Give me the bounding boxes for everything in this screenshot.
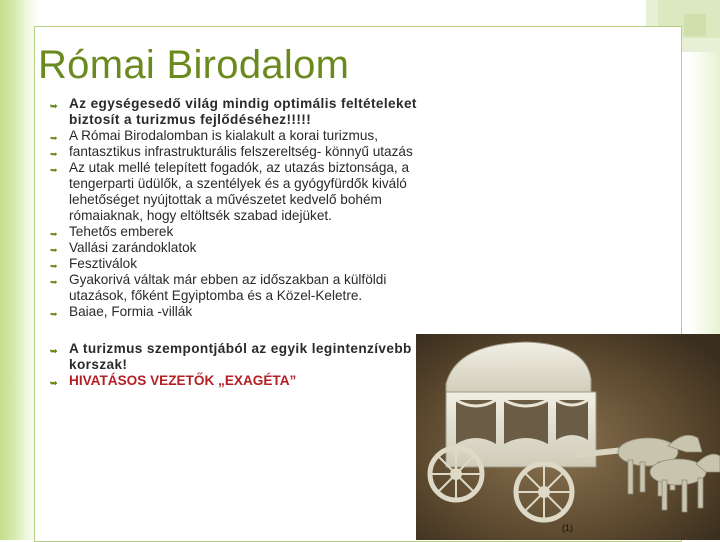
arrow-bullet-icon: ➥ xyxy=(50,133,58,143)
arrow-bullet-icon: ➥ xyxy=(50,261,58,271)
arrow-bullet-icon: ➥ xyxy=(50,229,58,239)
carriage-model-photo xyxy=(416,334,720,540)
bullet-item: ➥ A Római Birodalomban is kialakult a korai turizmus, xyxy=(50,128,420,144)
bullet-list xyxy=(50,96,420,389)
bullet-item: ➥ A turizmus szempontjából az egyik legintenzívebb korszak! xyxy=(50,341,412,372)
bullet-gap xyxy=(50,320,420,341)
bullet-item: ➥ Baiae, Formia -villák xyxy=(50,304,420,320)
photo-caption: (1) xyxy=(562,523,573,533)
arrow-bullet-icon: ➥ xyxy=(50,165,58,175)
arrow-bullet-icon: ➥ xyxy=(50,346,58,356)
bullet-item: ➥ fantasztikus infrastrukturális felszereltség- könnyű utazás xyxy=(50,144,420,160)
bullet-item: ➥ Az egységesedő világ mindig optimális feltételeket biztosít a turizmus fejlődéséhez!!!!! xyxy=(50,96,417,127)
bullet-item: ➥ Az utak mellé telepített fogadók, az utazás biztonsága, a tengerparti üdülők, a szentélyek és a gyógyfürdők kiváló lehetőséget nyújtottak a művészetet kedvelő bohém rómaiaknak, hogy eltöltsék szabad idejüket. xyxy=(50,160,410,223)
arrow-bullet-icon: ➥ xyxy=(50,309,58,319)
arrow-bullet-icon: ➥ xyxy=(50,149,58,159)
arrow-bullet-icon: ➥ xyxy=(50,378,58,388)
bullet-item: ➥ Tehetős emberek xyxy=(50,224,420,240)
bullet-item: ➥ HIVATÁSOS VEZETŐK „EXAGÉTA” xyxy=(50,373,420,389)
arrow-bullet-icon: ➥ xyxy=(50,245,58,255)
bullet-item: ➥ Fesztiválok xyxy=(50,256,420,272)
corner-decoration-square xyxy=(684,14,706,36)
bullet-item: ➥ Vallási zarándoklatok xyxy=(50,240,420,256)
slide-title: Római Birodalom xyxy=(38,43,350,87)
arrow-bullet-icon: ➥ xyxy=(50,277,58,287)
bullet-item: ➥ Gyakorivá váltak már ebben az időszakban a külföldi utazások, főként Egyiptomba és a Közel-Keletre. xyxy=(50,272,387,303)
arrow-bullet-icon: ➥ xyxy=(50,101,58,111)
carriage-illustration xyxy=(416,334,720,540)
